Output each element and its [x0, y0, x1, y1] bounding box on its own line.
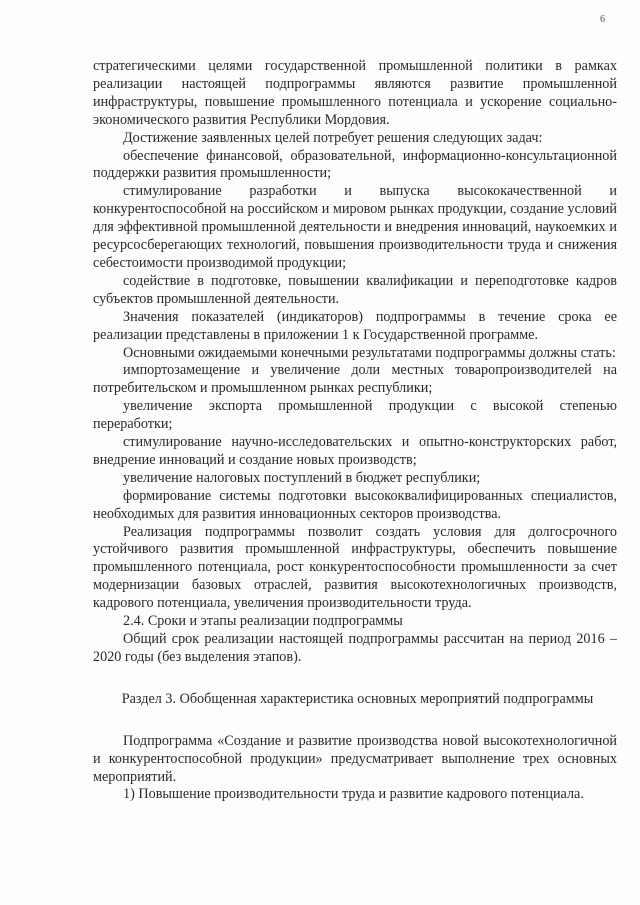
section-3-heading: Раздел 3. Обобщенная характеристика основных мероприятий подпрограммы [121, 690, 594, 707]
paragraph-terms: Общий срок реализации настоящей подпрограммы рассчитан на период 2016 – 2020 годы (без выделения этапов). [93, 631, 617, 665]
paragraph-2: Достижение заявленных целей потребует решения следующих задач: [123, 129, 543, 146]
paragraph-subprogram: Подпрограмма «Создание и развитие производства новой высокотехнологичной и конкурентоспособной продукции» предусматривает выполнение трех основных мероприятий. [93, 732, 617, 785]
result-item-3: стимулирование научно-исследовательских и опытно-конструкторских работ, внедрение инноваций и создание новых производств; [93, 434, 617, 468]
result-item-2: увеличение экспорта промышленной продукции с высокой степенью переработки; [93, 398, 617, 433]
result-item-1: импортозамещение и увеличение доли местных товаропроизводителей на потребительском и промышленном рынках республики; [93, 362, 617, 397]
measure-item-1: 1) Повышение производительности труда и развитие кадрового потенциала. [123, 786, 584, 803]
task-item-2: стимулирование разработки и выпуска высококачественной и конкурентоспособной на российском и мировом рынках продукции, создание условий для эффективной промышленной деятельности и внедрения инноваций, наукоемких и ресурсосберегающих технологий, повышения производительности труда и снижения себестоимости производимой продукции; [93, 183, 617, 271]
result-item-5: формирование системы подготовки высококвалифицированных специалистов, необходимых для развития инновационных секторов производства. [93, 487, 617, 522]
task-item-3: содействие в подготовке, повышении квалификации и переподготовке кадров субъектов промышленной деятельности. [93, 272, 617, 307]
subheading-terms: 2.4. Сроки и этапы реализации подпрограммы [123, 613, 403, 630]
paragraph-implementation: Реализация подпрограммы позволит создать условия для долгосрочного устойчивого развития промышленной инфраструктуры, обеспечить повышение промышленного потенциала, рост конкурентоспособности промышленности за счет модернизации базовых отраслей, развития высокотехнологичных производств, кадрового потенциала, увеличения производительности труда. [93, 523, 617, 612]
paragraph-1: стратегическими целями государственной промышленной политики в рамках реализации настоящей подпрограммы являются развитие промышленной инфраструктуры, повышение промышленного потенциала и ускорение социально-экономического развития Республики Мордовия. [93, 58, 617, 128]
task-item-1: обеспечение финансовой, образовательной, информационно-консультационной поддержки развития промышленности; [93, 147, 617, 182]
document-body [93, 58, 617, 804]
paragraph-indicators: Значения показателей (индикаторов) подпрограммы в течение срока ее реализации представлены в приложении 1 к Государственной программе. [93, 308, 617, 343]
paragraph-results-intro: Основными ожидаемыми конечными результатами подпрограммы должны стать: [123, 344, 616, 361]
result-item-4: увеличение налоговых поступлений в бюджет республики; [123, 469, 481, 486]
page-number: 6 [600, 14, 605, 25]
